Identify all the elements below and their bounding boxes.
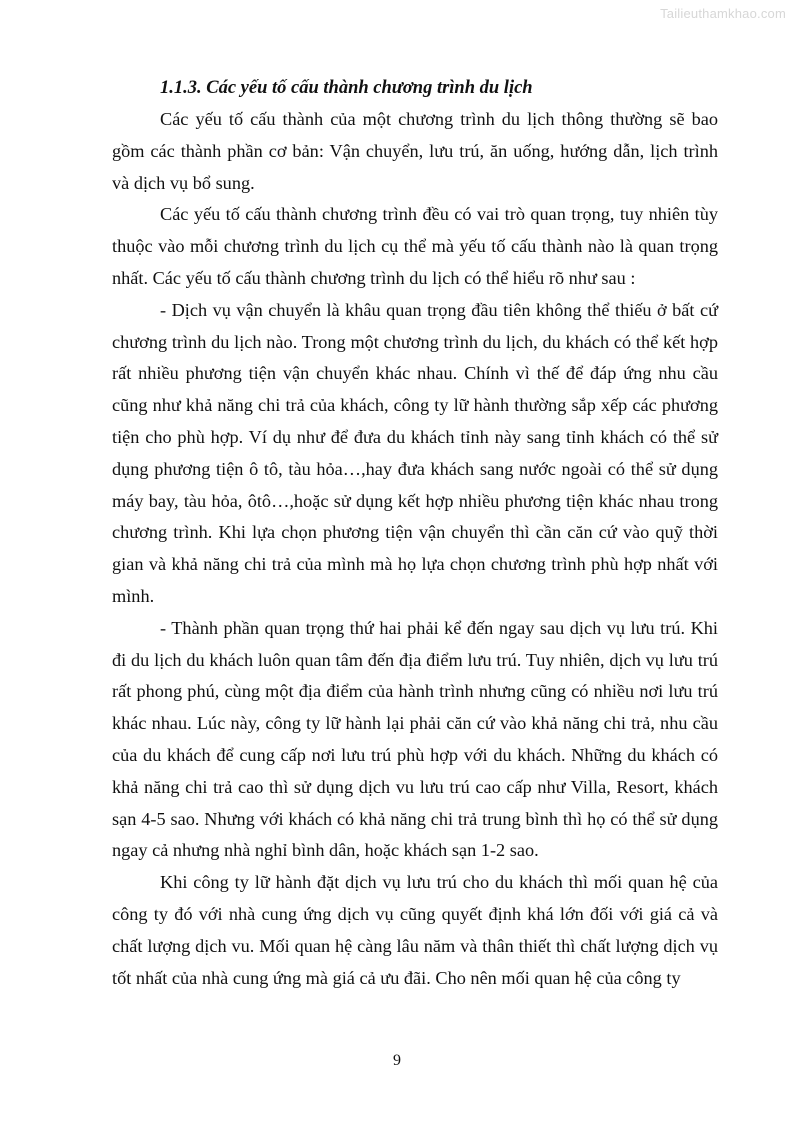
page-number: 9 [393,1052,401,1069]
paragraph-4: - Thành phần quan trọng thứ hai phải kể đến ngay sau dịch vụ lưu trú. Khi đi du lịch du khách luôn quan tâm đến địa điểm lưu trú. Tuy nhiên, dịch vụ lưu trú rất phong phú, cùng một địa điểm của hành trình nhưng cũng có nhiều nơi lưu trú khác nhau. Lúc này, công ty lữ hành lại phải căn cứ vào khả năng chi trả, nhu cầu của du khách để cung cấp nơi lưu trú phù hợp với du khách. Những du khách có khả năng chi trả cao thì sử dụng dịch vu lưu trú cao cấp như Villa, Resort, khách sạn 4-5 sao. Nhưng với khách có khả năng chi trả trung bình thì họ có thể sử dụng ngay cả nhưng nhà nghỉ bình dân, hoặc khách sạn 1-2 sao. [112,617,718,861]
section-heading: 1.1.3. Các yếu tố cấu thành chương trình du lịch [160,78,533,98]
document-body [112,72,718,994]
paragraph-5: Khi công ty lữ hành đặt dịch vụ lưu trú cho du khách thì mối quan hệ của công ty đó với nhà cung ứng dịch vụ cũng quyết định khá lớn đối với giá cả và chất lượng dịch vu. Mối quan hệ càng lâu năm và thân thiết thì chất lượng dịch vụ tốt nhất của nhà cung ứng mà giá cả ưu đãi. Cho nên mối quan hệ của công ty [112,872,718,988]
watermark-text: Tailieuthamkhao.com [660,6,786,21]
paragraph-3: - Dịch vụ vận chuyển là khâu quan trọng đầu tiên không thể thiếu ở bất cứ chương trình du lịch nào. Trong một chương trình du lịch, du khách có thể kết hợp rất nhiều phương tiện vận chuyển khác nhau. Chính vì thế để đáp ứng nhu cầu cũng như khả năng chi trả của khách, công ty lữ hành thường sắp xếp các phương tiện cho phù hợp. Ví dụ như để đưa du khách tỉnh này sang tỉnh khách có thể sử dụng phương tiện ô tô, tàu hỏa…,hay đưa khách sang nước ngoài có thể sử dụng máy bay, tàu hỏa, ôtô…,hoặc sử dụng kết hợp nhiều phương tiện khác nhau trong chương trình. Khi lựa chọn phương tiện vận chuyển thì cần căn cứ vào quỹ thời gian và khả năng chi trả của mình mà họ lựa chọn chương trình phù hợp nhất với mình. [112,299,718,606]
paragraph-1: Các yếu tố cấu thành của một chương trình du lịch thông thường sẽ bao gồm các thành phần cơ bản: Vận chuyển, lưu trú, ăn uống, hướng dẫn, lịch trình và dịch vụ bổ sung. [112,109,718,193]
paragraph-2: Các yếu tố cấu thành chương trình đều có vai trò quan trọng, tuy nhiên tùy thuộc vào mỗi chương trình du lịch cụ thể mà yếu tố cấu thành nào là quan trọng nhất. Các yếu tố cấu thành chương trình du lịch có thể hiểu rõ như sau : [112,204,718,288]
